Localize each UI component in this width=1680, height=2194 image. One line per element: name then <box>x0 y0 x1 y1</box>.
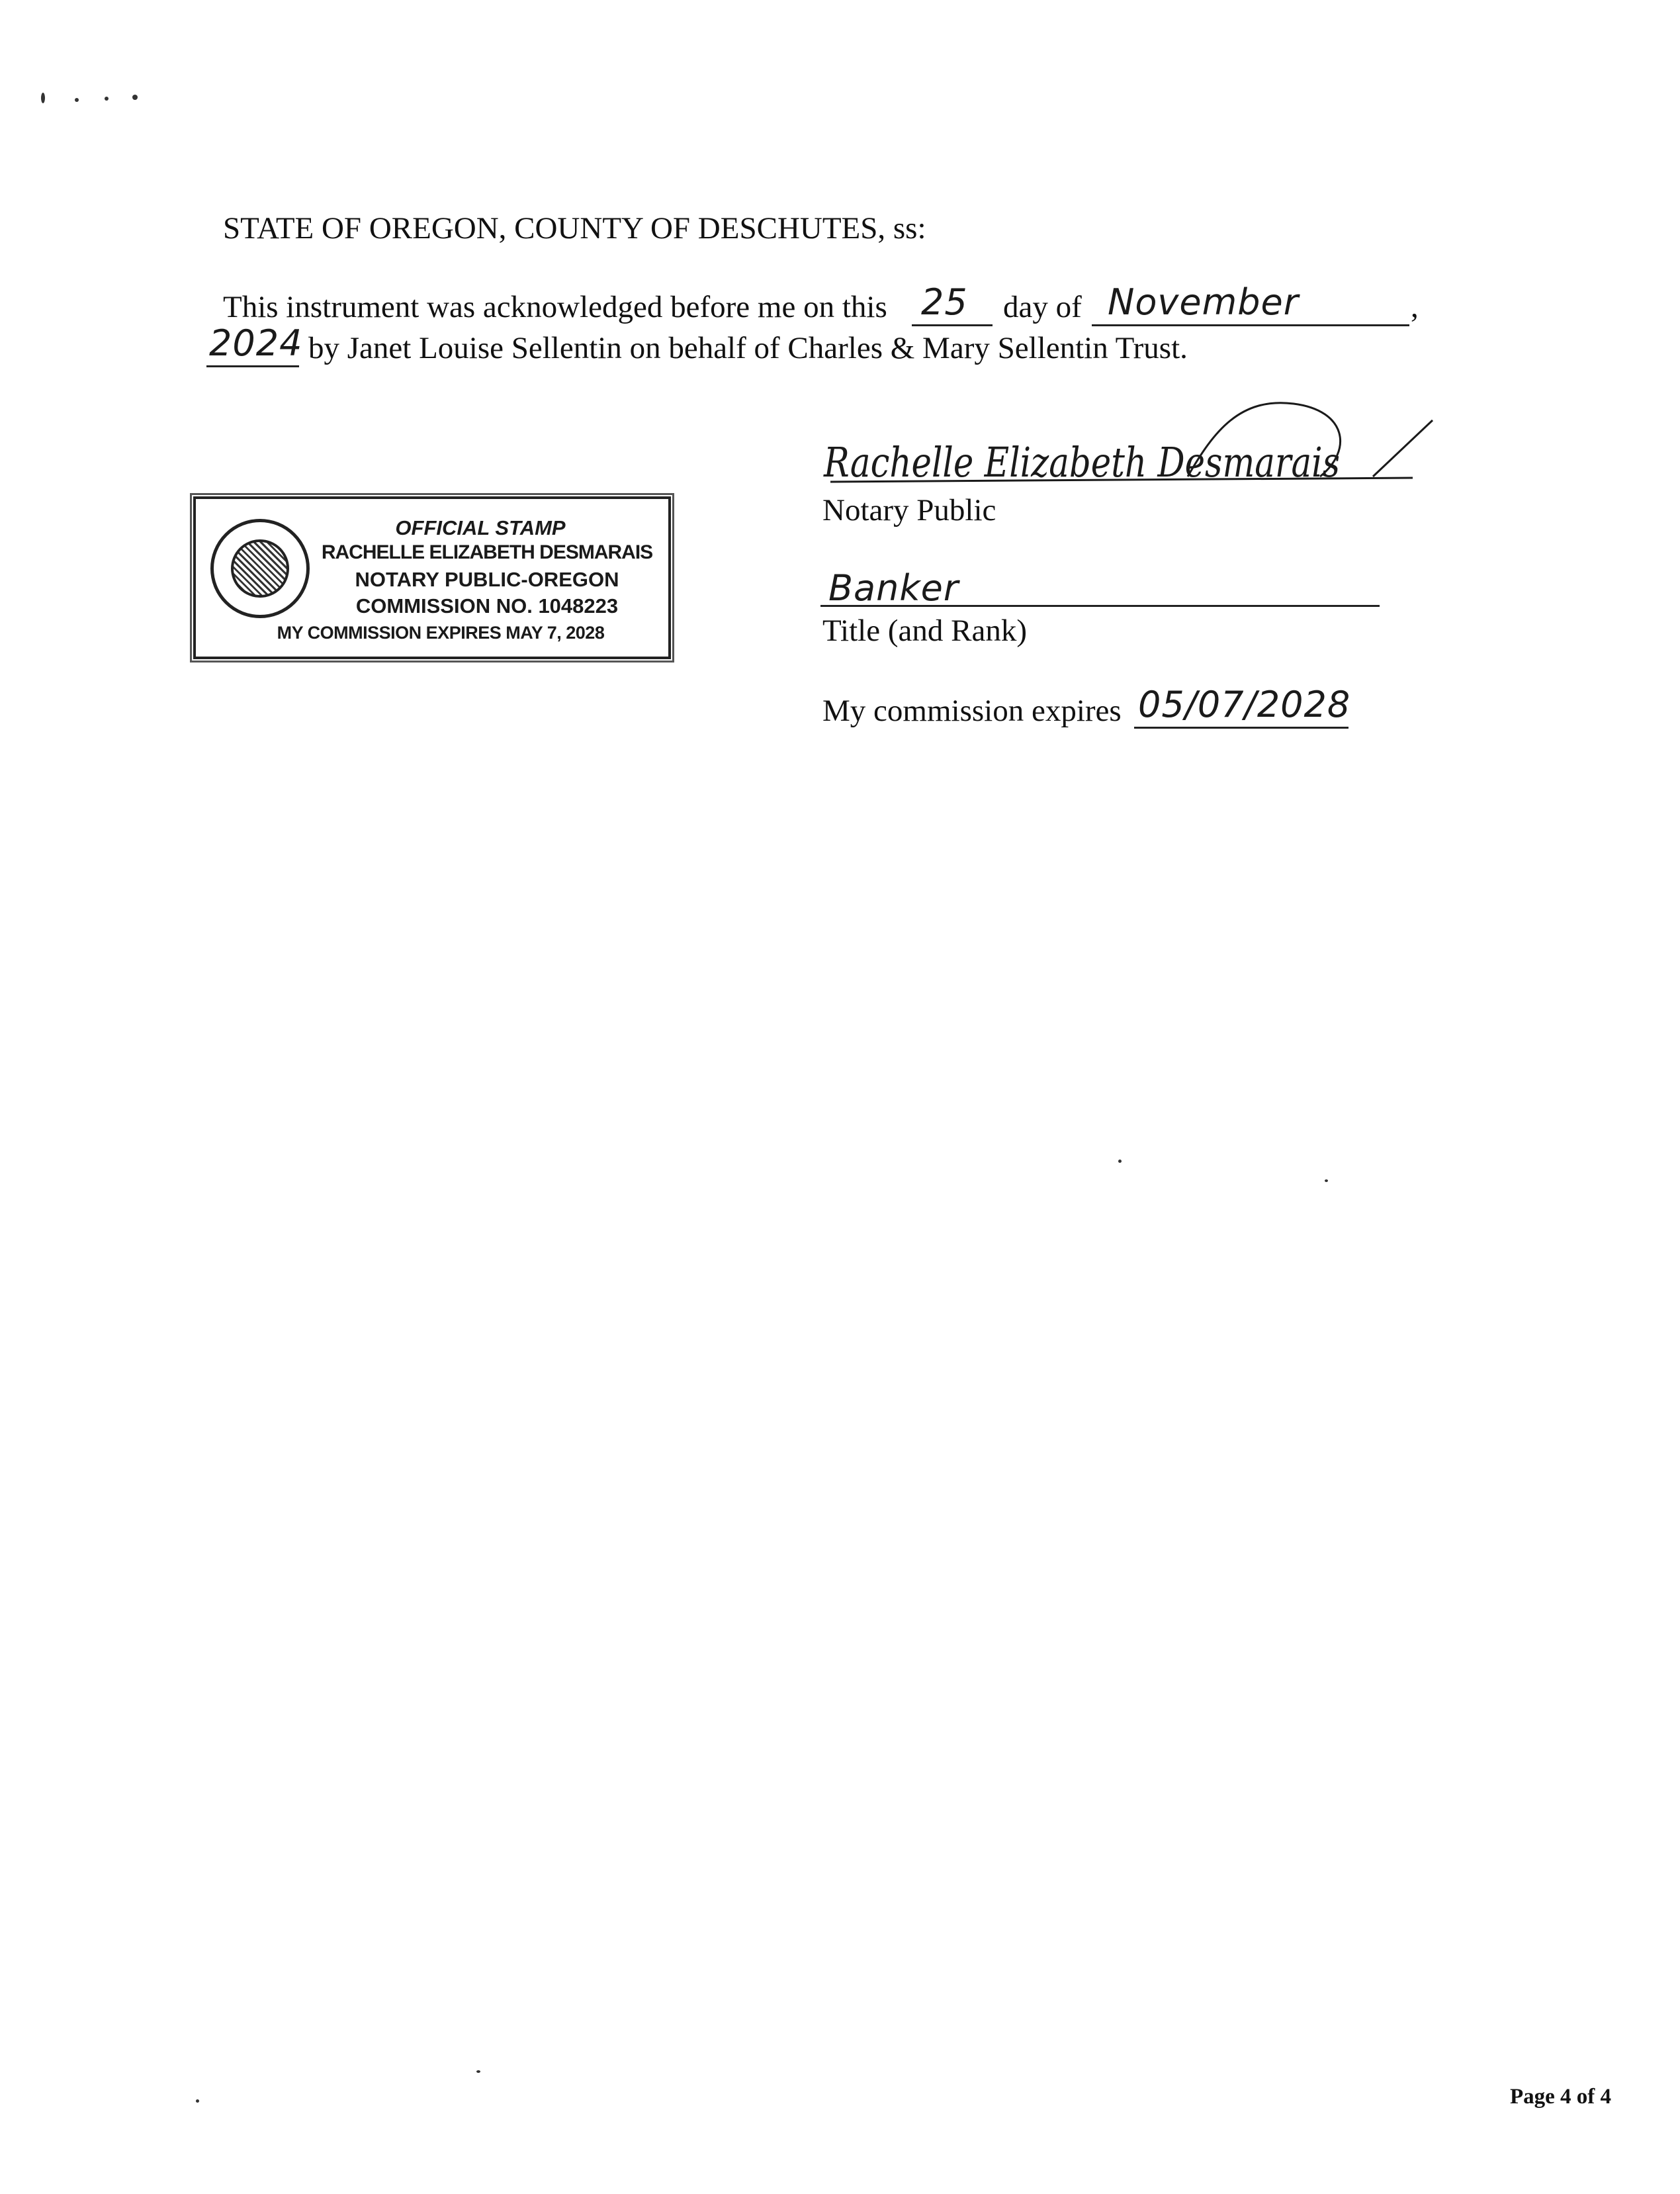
year-field <box>206 322 303 367</box>
scan-speck <box>132 95 138 100</box>
official-stamp <box>193 496 671 659</box>
scan-speck <box>1325 1179 1328 1182</box>
year-handwritten: 2024 <box>209 322 303 364</box>
month-field <box>1092 283 1409 326</box>
signature-script: Rachelle Elizabeth Desmarais <box>823 438 1340 486</box>
stamp-notary-name: RACHELLE ELIZABETH DESMARAIS <box>321 541 653 563</box>
acknowledgment-suffix: by Janet Louise Sellentin on behalf of Charles & Mary Sellentin Trust. <box>308 331 1188 365</box>
scan-speck <box>196 2099 199 2103</box>
notary-signature <box>817 390 1439 510</box>
expires-handwritten: 05/07/2028 <box>1138 684 1351 725</box>
title-handwritten: Banker <box>828 567 959 609</box>
stamp-commission-number: COMMISSION NO. 1048223 <box>355 594 619 617</box>
scan-speck <box>41 93 45 103</box>
expires-field <box>1134 684 1351 729</box>
oregon-seal-icon <box>210 519 310 618</box>
month-handwritten: November <box>1108 281 1299 323</box>
title-rank-label: Title (and Rank) <box>822 614 1027 648</box>
venue-heading: STATE OF OREGON, COUNTY OF DESCHUTES, ss: <box>223 211 926 246</box>
scan-speck <box>75 98 79 102</box>
day-handwritten: 25 <box>921 281 968 323</box>
stamp-title: OFFICIAL STAMP <box>395 516 566 539</box>
scan-speck <box>1118 1160 1122 1163</box>
day-field <box>912 283 993 326</box>
comma: , <box>1411 290 1419 324</box>
scan-speck <box>476 2070 480 2073</box>
commission-expires-label: My commission expires <box>822 694 1122 728</box>
stamp-notary-state: NOTARY PUBLIC-OREGON <box>355 568 619 591</box>
notary-public-label: Notary Public <box>822 493 996 527</box>
scan-speck <box>105 97 109 101</box>
acknowledgment-prefix: This instrument was acknowledged before me on this <box>223 290 887 324</box>
page-number: Page 4 of 4 <box>1510 2085 1612 2109</box>
day-of-label: day of <box>1003 290 1082 324</box>
stamp-expiration: MY COMMISSION EXPIRES MAY 7, 2028 <box>277 623 605 643</box>
